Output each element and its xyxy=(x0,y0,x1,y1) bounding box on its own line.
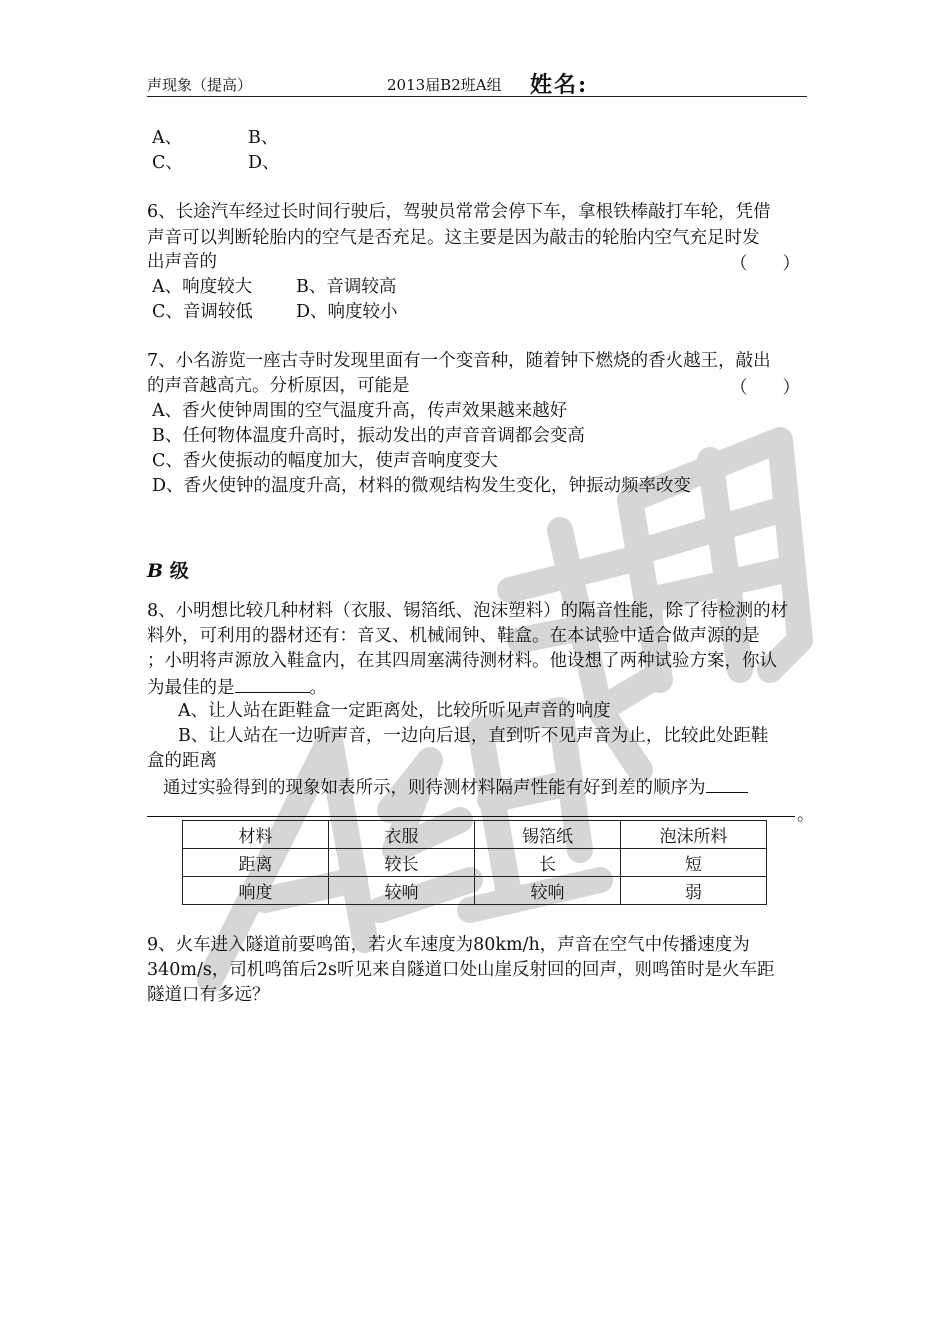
header-class-info: 2013届B2班A组 xyxy=(387,76,502,94)
q5-option-a: A、 xyxy=(152,128,183,148)
q5-option-c: C、 xyxy=(152,153,183,173)
section-heading xyxy=(147,556,189,583)
q8-end-mark: 。 xyxy=(797,805,814,825)
q8-option-b-line-2: 盒的距离 xyxy=(147,751,217,771)
table-cell: 泡沫所料 xyxy=(621,821,767,849)
q7-line-2: 的声音越高亢。分析原因，可能是 xyxy=(147,376,410,396)
q9-line-1: 9、火车进入隧道前要鸣笛，若火车速度为80km/h，声音在空气中传播速度为 xyxy=(147,935,750,955)
q6-option-d: D、响度较小 xyxy=(296,302,398,322)
section-letter: B xyxy=(147,560,164,582)
q6-option-c: C、音调较低 xyxy=(152,302,253,322)
q6-line-3: 出声音的 xyxy=(147,252,217,272)
table-cell: 弱 xyxy=(621,877,767,905)
q6-option-b: B、音调较高 xyxy=(296,277,397,297)
q6-answer-paren: （ ） xyxy=(730,254,800,274)
q8-line-3: ；小明将声源放入鞋盒内，在其四周塞满待测材料。他设想了两种试验方案，你认 xyxy=(147,651,777,671)
q9-line-3: 隧道口有多远？ xyxy=(147,985,270,1005)
q6-line-2: 声音可以判断轮胎内的空气是否充足。这主要是因为敲击的轮胎内空气充足时发 xyxy=(147,228,760,248)
q5-option-b: B、 xyxy=(248,128,279,148)
q7-option-b: B、任何物体温度升高时，振动发出的声音音调都会变高 xyxy=(152,426,585,446)
table-cell: 响度 xyxy=(183,877,329,905)
header-name-label: 姓名: xyxy=(530,72,589,98)
table-cell: 较响 xyxy=(329,877,475,905)
table-cell: 锡箔纸 xyxy=(475,821,621,849)
table-cell: 材料 xyxy=(183,821,329,849)
q7-answer-paren: （ ） xyxy=(730,378,800,398)
q9-line-2: 340m/s，司机鸣笛后2s听见来自隧道口处山崖反射回的回声，则鸣笛时是火车距 xyxy=(147,960,775,980)
q6-line-1: 6、长途汽车经过长时间行驶后，驾驶员常常会停下车，拿根铁棒敲打车轮，凭借 xyxy=(147,202,771,222)
q8-line-1: 8、小明想比较几种材料（衣服、锡箔纸、泡沫塑料）的隔音性能，除了待检测的材 xyxy=(147,601,789,621)
table-cell: 衣服 xyxy=(329,821,475,849)
table-row xyxy=(183,849,767,877)
section-label: 级 xyxy=(169,560,189,582)
q7-option-c: C、香火使振动的幅度加大，使声音响度变大 xyxy=(152,451,498,471)
q7-option-a: A、香火使钟周围的空气温度升高，传声效果越来越好 xyxy=(152,401,568,421)
table-cell: 距离 xyxy=(183,849,329,877)
q6-option-a: A、响度较大 xyxy=(152,277,253,297)
q8-results-table xyxy=(182,820,767,905)
q7-line-1: 7、小名游览一座古寺时发现里面有一个变音种，随着钟下燃烧的香火越王，敲出 xyxy=(147,351,771,371)
q8-option-a: A、让人站在距鞋盒一定距离处，比较所听见声音的响度 xyxy=(178,701,611,721)
q8-result-line xyxy=(163,774,748,800)
q8-order-blank[interactable] xyxy=(706,774,748,793)
table-cell: 较长 xyxy=(329,849,475,877)
q8-answer-blank[interactable] xyxy=(235,674,310,693)
table-cell: 较响 xyxy=(475,877,621,905)
table-row xyxy=(183,877,767,905)
q8-line-4 xyxy=(147,674,327,700)
table-row xyxy=(183,821,767,849)
q8-line-4-prefix: 为最佳的是 xyxy=(147,678,235,698)
q8-result-text: 通过实验得到的现象如表所示，则待测材料隔声性能有好到差的顺序为 xyxy=(163,778,706,798)
q8-option-b-line-1: B、让人站在一边听声音，一边向后退，直到听不见声音为止，比较此处距鞋 xyxy=(178,726,769,746)
q7-option-d: D、香火使钟的温度升高，材料的微观结构发生变化，钟振动频率改变 xyxy=(152,476,692,496)
table-cell: 长 xyxy=(475,849,621,877)
page-header xyxy=(147,70,807,97)
q8-order-blank-line[interactable] xyxy=(147,816,795,817)
table-cell: 短 xyxy=(621,849,767,877)
q8-line-4-suffix: 。 xyxy=(309,678,327,698)
header-subject: 声现象（提高） xyxy=(147,76,253,94)
q8-line-2: 料外，可利用的器材还有：音叉、机械闹钟、鞋盒。在本试验中适合做声源的是 xyxy=(147,626,760,646)
q5-option-d: D、 xyxy=(248,153,280,173)
